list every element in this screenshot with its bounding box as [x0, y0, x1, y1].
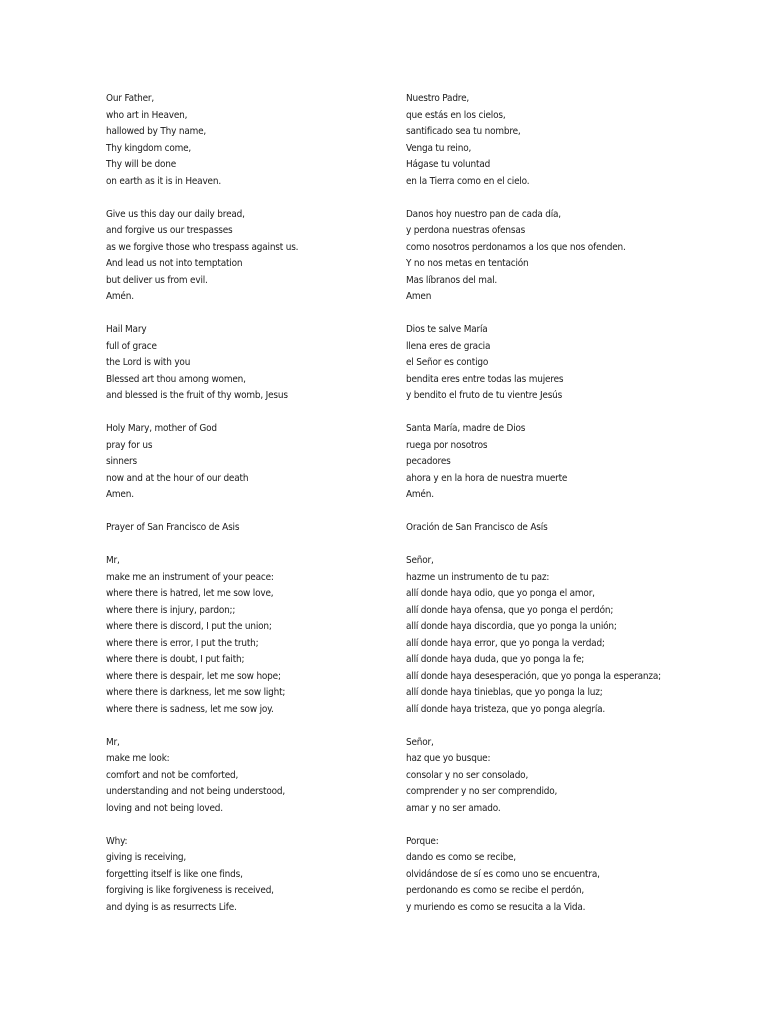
text-line: Señor,	[406, 736, 434, 748]
text-line: full of grace	[106, 340, 157, 352]
text-line: Dios te salve María	[406, 324, 488, 335]
stanza	[406, 421, 746, 504]
english-column	[106, 91, 456, 933]
text-line: where there is injury, pardon;;	[106, 604, 236, 616]
text-line: where there is doubt, I put faith;	[106, 654, 245, 665]
text-line: Why:	[106, 835, 128, 847]
text-line: bendita eres entre todas las mujeres	[406, 373, 564, 385]
text-line: Our Father,	[106, 93, 155, 104]
text-line: as we forgive those who trespass against us.	[106, 241, 299, 253]
text-line: giving is receiving,	[106, 852, 187, 863]
text-line: Y no nos metas en tentación	[406, 258, 529, 269]
text-line: allí donde haya discordia, que yo ponga la unión;	[406, 621, 617, 632]
stanza	[406, 520, 746, 537]
stanza	[406, 207, 746, 306]
text-line: allí donde haya error, que yo ponga la verdad;	[406, 637, 605, 649]
text-line: Danos hoy nuestro pan de cada día,	[406, 208, 561, 220]
text-line: Give us this day our daily bread,	[106, 208, 245, 220]
text-line: olvidándose de sí es como uno se encuentra,	[406, 868, 600, 880]
text-line: loving and not being loved.	[106, 802, 223, 814]
text-line: hazme un instrumento de tu paz:	[406, 571, 550, 583]
text-line: who art in Heaven,	[106, 109, 188, 121]
text-line: amar y no ser amado.	[406, 802, 501, 814]
text-line: y bendito el fruto de tu vientre Jesús	[406, 390, 563, 401]
text-line: allí donde haya desesperación, que yo ponga la esperanza;	[406, 670, 661, 682]
text-line: Amén.	[406, 489, 434, 500]
text-line: allí donde haya odio, que yo ponga el amor,	[406, 588, 595, 599]
text-line: como nosotros perdonamos a los que nos ofenden.	[406, 241, 626, 253]
text-line: perdonando es como se recibe el perdón,	[406, 885, 584, 896]
text-line: el Señor es contigo	[406, 357, 489, 368]
text-line: Holy Mary, mother of God	[106, 423, 217, 434]
text-line: make me an instrument of your peace:	[106, 571, 274, 583]
text-line: Oración de San Francisco de Asís	[406, 522, 548, 533]
stanza	[406, 735, 746, 818]
text-line: Venga tu reino,	[406, 142, 472, 154]
text-line: Porque:	[406, 835, 439, 847]
stanza	[106, 322, 456, 405]
text-line: ahora y en la hora de nuestra muerte	[406, 472, 568, 484]
text-line: the Lord is with you	[106, 357, 191, 368]
text-line: where there is despair, let me sow hope;	[106, 670, 281, 682]
stanza	[406, 91, 746, 190]
text-line: allí donde haya tristeza, que yo ponga alegría.	[406, 703, 606, 715]
text-line: but deliver us from evil.	[106, 274, 208, 286]
text-line: consolar y no ser consolado,	[406, 769, 529, 781]
stanza	[106, 207, 456, 306]
text-line: dando es como se recibe,	[406, 852, 516, 863]
text-line: Mr,	[106, 555, 120, 566]
text-line: where there is discord, I put the union;	[106, 621, 272, 632]
text-line: Mr,	[106, 736, 120, 748]
text-line: comprender y no ser comprendido,	[406, 786, 558, 797]
text-line: where there is darkness, let me sow light;	[106, 687, 286, 698]
text-line: que estás en los cielos,	[406, 109, 506, 121]
stanza	[106, 421, 456, 504]
text-line: comfort and not be comforted,	[106, 769, 239, 781]
stanza	[406, 553, 746, 718]
text-line: and blessed is the fruit of thy womb, Jesus	[106, 390, 288, 401]
text-line: and forgive us our trespasses	[106, 225, 233, 236]
text-line: forgiving is like forgiveness is received,	[106, 885, 274, 896]
text-line: Santa María, madre de Dios	[406, 423, 526, 434]
stanza	[106, 520, 456, 537]
text-line: Thy kingdom come,	[106, 142, 192, 154]
stanza	[106, 834, 456, 917]
text-line: y perdona nuestras ofensas	[406, 225, 526, 236]
text-line: allí donde haya tinieblas, que yo ponga la luz;	[406, 687, 603, 698]
text-line: sinners	[106, 456, 137, 467]
spanish-column	[406, 91, 746, 933]
stanza	[106, 91, 456, 190]
text-line: and dying is as resurrects Life.	[106, 901, 237, 913]
text-line: where there is sadness, let me sow joy.	[106, 703, 274, 715]
text-line: Thy will be done	[106, 159, 177, 170]
text-line: Amén.	[106, 291, 134, 302]
text-line: allí donde haya ofensa, que yo ponga el perdón;	[406, 604, 614, 616]
text-line: Mas líbranos del mal.	[406, 274, 498, 286]
text-line: santificado sea tu nombre,	[406, 126, 521, 137]
text-line: Amen	[406, 291, 432, 302]
stanza	[106, 553, 456, 718]
text-line: Hail Mary	[106, 324, 147, 335]
text-line: hallowed by Thy name,	[106, 126, 207, 137]
text-line: y muriendo es como se resucita a la Vida.	[406, 901, 586, 913]
text-line: Hágase tu voluntad	[406, 159, 491, 170]
stanza	[406, 834, 746, 917]
text-line: pray for us	[106, 439, 153, 451]
text-line: ruega por nosotros	[406, 439, 488, 451]
text-line: pecadores	[406, 456, 451, 467]
text-line: Prayer of San Francisco de Asis	[106, 522, 240, 533]
text-line: llena eres de gracia	[406, 340, 491, 352]
text-line: forgetting itself is like one finds,	[106, 868, 243, 880]
text-line: And lead us not into temptation	[106, 258, 243, 269]
text-line: where there is error, I put the truth;	[106, 637, 259, 649]
stanza	[106, 735, 456, 818]
text-line: now and at the hour of our death	[106, 472, 249, 484]
text-line: understanding and not being understood,	[106, 786, 285, 797]
text-line: allí donde haya duda, que yo ponga la fe;	[406, 654, 585, 665]
text-line: Amen.	[106, 489, 134, 500]
text-line: make me look:	[106, 753, 170, 764]
text-line: on earth as it is in Heaven.	[106, 175, 221, 187]
text-line: Blessed art thou among women,	[106, 373, 246, 385]
text-line: haz que yo busque:	[406, 753, 491, 764]
stanza	[406, 322, 746, 405]
text-line: Nuestro Padre,	[406, 93, 470, 104]
text-line: en la Tierra como en el cielo.	[406, 175, 530, 187]
text-line: Señor,	[406, 555, 434, 566]
text-line: where there is hatred, let me sow love,	[106, 588, 274, 599]
